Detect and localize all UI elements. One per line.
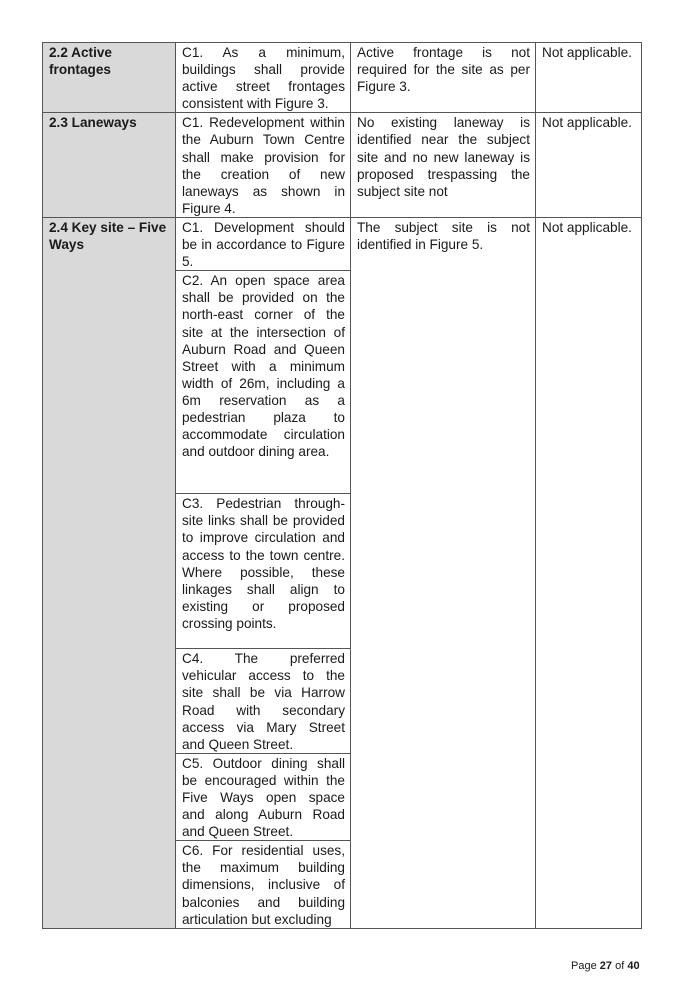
control-text: C4. The preferred vehicular access to the site shall be via Harrow Road with secondary access via Mary Street and Queen Street. bbox=[176, 649, 351, 754]
control-text: C1. Redevelopment within the Auburn Town Centre shall make provision for the creation of new laneways as shown in Figure 4. bbox=[176, 113, 351, 218]
table-row bbox=[43, 113, 642, 218]
compliance-text: Not applicable. bbox=[536, 43, 642, 113]
control-text: C1. As a minimum, buildings shall provide active street frontages consistent with Figure 3. bbox=[176, 43, 351, 113]
compliance-text: Not applicable. bbox=[536, 113, 642, 218]
control-text: C1. Development should be in accordance to Figure 5. bbox=[176, 217, 351, 270]
control-text: C5. Outdoor dining shall be encouraged within the Five Ways open space and along Auburn Road and Queen Street. bbox=[176, 753, 351, 840]
page-total: 40 bbox=[627, 960, 640, 972]
compliance-table bbox=[42, 42, 642, 929]
table-row bbox=[43, 43, 642, 113]
comment-text: The subject site is not identified in Figure 5. bbox=[351, 217, 536, 928]
section-heading: 2.3 Laneways bbox=[43, 113, 176, 218]
page-number bbox=[571, 960, 640, 972]
control-text: C2. An open space area shall be provided on the north-east corner of the site at the intersection of Auburn Road and Queen Street with a minimum width of 26m, including a 6m reservation as a pedestrian plaza to accommodate circulation and outdoor dining area. bbox=[176, 271, 351, 494]
table-row bbox=[43, 217, 642, 270]
page-of: of bbox=[615, 960, 625, 972]
comment-text: No existing laneway is identified near the subject site and no new laneway is proposed trespassing the subject site not bbox=[351, 113, 536, 218]
section-heading: 2.4 Key site – Five Ways bbox=[43, 217, 176, 928]
comment-text: Active frontage is not required for the site as per Figure 3. bbox=[351, 43, 536, 113]
control-text: C6. For residential uses, the maximum building dimensions, inclusive of balconies and building articulation but excluding bbox=[176, 841, 351, 928]
compliance-text: Not applicable. bbox=[536, 217, 642, 928]
control-text: C3. Pedestrian through-site links shall be provided to improve circulation and access to the town centre. Where possible, these linkages shall align to existing or proposed crossing points. bbox=[176, 494, 351, 649]
page-label: Page bbox=[571, 960, 597, 972]
page-current: 27 bbox=[599, 960, 613, 972]
section-heading: 2.2 Active frontages bbox=[43, 43, 176, 113]
